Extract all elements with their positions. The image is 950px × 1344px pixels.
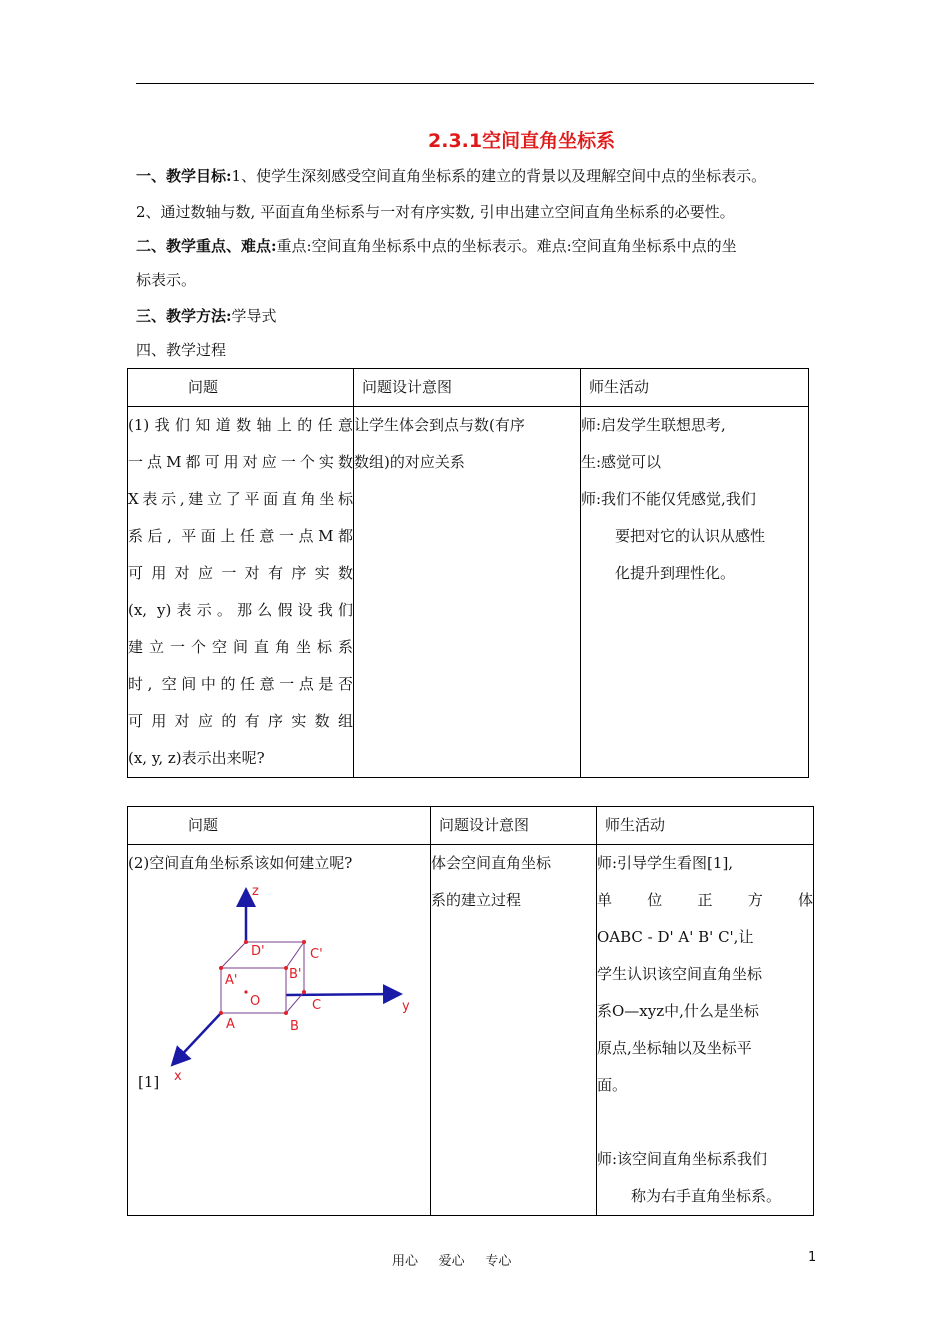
t1-q-line: 一点M都可用对应一个实数: [128, 453, 353, 471]
x-axis: [174, 1013, 221, 1063]
t2-a-line: 师:该空间直角坐标系我们: [597, 1150, 768, 1168]
footer-motto: 用心 爱心 专心: [392, 1254, 512, 1269]
t2-a-line: 原点,坐标轴以及坐标平: [597, 1039, 752, 1057]
label-O: O: [250, 994, 261, 1009]
t1-q-line: (1)我们知道数轴上的任意: [128, 416, 353, 434]
method-value: 学导式: [231, 307, 277, 325]
t2-a-line: 系O—xyz中,什么是坐标: [597, 1002, 759, 1020]
t1-q-line: X表示,建立了平面直角坐标: [128, 490, 353, 508]
header-question-text-2: 问题: [188, 816, 219, 834]
header-question-text: 问题: [188, 378, 219, 396]
focus-label: 二、教学重点、难点:: [136, 237, 277, 255]
t2-i-line: 体会空间直角坐标: [431, 854, 552, 872]
focus-line-1: [136, 236, 737, 256]
t1-a-line: 化提升到理性化。: [615, 564, 736, 582]
t1-i-line: 让学生体会到点与数(有序: [354, 416, 525, 434]
t2-i-line: 系的建立过程: [431, 891, 522, 909]
t2-a-line: 师:引导学生看图[1],: [597, 854, 734, 872]
t2-q-line: (2)空间直角坐标系该如何建立呢?: [128, 854, 353, 872]
t2-a-line: 称为右手直角坐标系。: [631, 1187, 782, 1205]
label-y: y: [402, 999, 410, 1014]
header-intent-2: [431, 807, 597, 845]
header-intent-text-2: 问题设计意图: [439, 816, 530, 834]
t1-q-line: 建立一个空间直角坐标系: [128, 638, 353, 656]
header-rule: [136, 83, 814, 84]
process-heading: 四、教学过程: [136, 341, 227, 359]
table1-activity-cell: [581, 407, 809, 778]
table2-intent-cell: [431, 845, 597, 1216]
focus-text-1: 重点:空间直角坐标系中点的坐标表示。难点:空间直角坐标系中点的坐: [276, 237, 737, 255]
t1-q-line: (x, y)表示。那么假设我们: [128, 601, 353, 619]
t1-a-line: 生:感觉可以: [581, 453, 662, 471]
cube-coordinate-diagram: [136, 880, 426, 1100]
t1-q-line: 时, 空间中的任意一点是否: [128, 675, 353, 693]
t2-a-line: OABC - D' A' B' C',让: [597, 928, 754, 946]
header-intent-text: 问题设计意图: [362, 378, 453, 396]
header-intent: [354, 369, 581, 407]
label-x: x: [174, 1069, 182, 1084]
t1-a-line: 要把对它的认识从感性: [615, 527, 766, 545]
t2-a-line: 学生认识该空间直角坐标: [597, 965, 763, 983]
label-z: z: [252, 884, 259, 899]
t1-a-line: 师:我们不能仅凭感觉,我们: [581, 490, 756, 508]
header-activity: [581, 369, 809, 407]
page-title: 2.3.1空间直角坐标系: [428, 130, 616, 152]
t1-a-line: 师:启发学生联想思考,: [581, 416, 726, 434]
t1-q-line: 可用对应一对有序实数: [128, 564, 353, 582]
header-activity-text: 师生活动: [589, 378, 650, 396]
label-A1: A': [225, 973, 238, 988]
goals-line-2: 2、通过数轴与数, 平面直角坐标系与一对有序实数, 引申出建立空间直角坐标系的必要性。: [136, 203, 735, 221]
method-label: 三、教学方法:: [136, 307, 232, 325]
focus-line-2: 标表示。: [136, 271, 197, 289]
label-A: A: [226, 1017, 235, 1032]
goals-line-1: [136, 166, 766, 186]
process-table-1: [127, 368, 809, 778]
table1-question-cell: [128, 407, 354, 778]
goals-text-1: 1、使学生深刻感受空间直角坐标系的建立的背景以及理解空间中点的坐标表示。: [231, 167, 767, 185]
t2-a-line: 面。: [597, 1076, 628, 1094]
table1-intent-cell: [354, 407, 581, 778]
page-number: 1: [808, 1250, 817, 1265]
header-question-2: [128, 807, 431, 845]
figure-label: [1]: [138, 1073, 160, 1091]
t2-a-line: 单 位 正 方 体: [597, 891, 813, 909]
label-B1: B': [289, 967, 302, 982]
label-B: B: [290, 1019, 299, 1034]
t1-q-line: (x, y, z)表示出来呢?: [128, 749, 265, 767]
label-C1: C': [310, 947, 323, 962]
header-question: [128, 369, 354, 407]
label-C: C: [312, 998, 322, 1013]
t2-a-line: [597, 1104, 813, 1141]
header-activity-text-2: 师生活动: [605, 816, 666, 834]
t1-q-line: 系后, 平面上任意一点M都: [128, 527, 353, 545]
t1-i-line: 数组)的对应关系: [354, 453, 465, 471]
table2-activity-cell: [597, 845, 814, 1216]
header-activity-2: [597, 807, 814, 845]
method-line: [136, 306, 277, 326]
t1-q-line: 可用对应的有序实数组: [128, 712, 353, 730]
goals-label: 一、教学目标:: [136, 167, 232, 185]
label-D1: D': [251, 944, 265, 959]
